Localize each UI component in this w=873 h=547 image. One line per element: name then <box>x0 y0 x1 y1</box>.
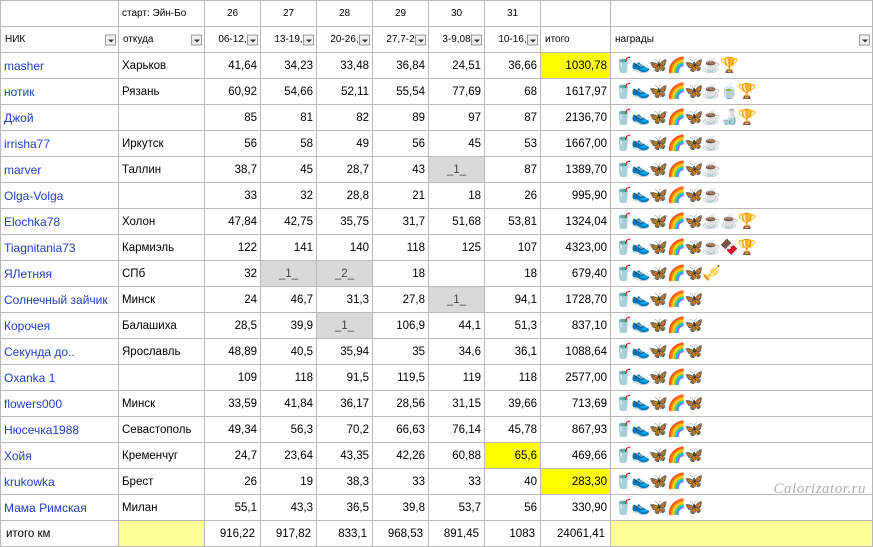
header-top-blank-awards <box>611 1 873 27</box>
cell-awards: 🥤👟🦋🌈🦋 <box>611 443 873 469</box>
cell-week-4: 118 <box>373 235 429 261</box>
cell-week-3: 28,8 <box>317 183 373 209</box>
column-header-date-3-label: 20-26, <box>330 34 359 45</box>
totals-row <box>1 521 873 547</box>
chevron-down-icon[interactable] <box>247 34 258 45</box>
cell-week-6: 18 <box>485 261 541 287</box>
cell-from: Холон <box>119 209 205 235</box>
cell-week-2: 40,5 <box>261 339 317 365</box>
cell-week-6: 36,1 <box>485 339 541 365</box>
cell-week-5: _1_ <box>429 157 485 183</box>
cell-week-3: 43,35 <box>317 443 373 469</box>
header-day-27: 27 <box>261 1 317 27</box>
cell-week-2: 39,9 <box>261 313 317 339</box>
header-top-row <box>1 1 873 27</box>
cell-week-2: 34,23 <box>261 53 317 79</box>
cell-week-6: 107 <box>485 235 541 261</box>
cell-week-6: 56 <box>485 495 541 521</box>
cell-awards: 🥤👟🦋🌈🦋☕☕🏆 <box>611 209 873 235</box>
table-row <box>1 469 873 495</box>
table-footer <box>1 521 873 547</box>
table-row <box>1 53 873 79</box>
cell-week-5: 77,69 <box>429 79 485 105</box>
watermark: Calorizator.ru <box>773 481 866 497</box>
cell-from: СПб <box>119 261 205 287</box>
column-header-total-label: итого <box>545 34 570 45</box>
cell-week-5: 53,7 <box>429 495 485 521</box>
column-header-date-3[interactable] <box>317 27 373 53</box>
cell-week-6: 39,66 <box>485 391 541 417</box>
cell-week-1: 32 <box>205 261 261 287</box>
header-day-28: 28 <box>317 1 373 27</box>
cell-week-2: 32 <box>261 183 317 209</box>
table-row <box>1 313 873 339</box>
cell-week-1: 55,1 <box>205 495 261 521</box>
table-row <box>1 365 873 391</box>
cell-week-2: 42,75 <box>261 209 317 235</box>
cell-nick[interactable]: ЯЛетняя <box>1 261 119 287</box>
column-header-from-label: откуда <box>123 34 154 45</box>
column-header-awards[interactable] <box>611 27 873 53</box>
header-top-blank-total <box>541 1 611 27</box>
table-row <box>1 157 873 183</box>
cell-total: 1324,04 <box>541 209 611 235</box>
cell-week-4: 56 <box>373 131 429 157</box>
table-header <box>1 1 873 53</box>
cell-awards: 🥤👟🦋🌈🦋 <box>611 391 873 417</box>
chevron-down-icon[interactable] <box>359 34 370 45</box>
cell-week-6: 45,78 <box>485 417 541 443</box>
cell-from: Таллин <box>119 157 205 183</box>
column-header-nick[interactable] <box>1 27 119 53</box>
cell-week-6: 87 <box>485 157 541 183</box>
cell-week-3: _1_ <box>317 313 373 339</box>
cell-week-3: _2_ <box>317 261 373 287</box>
cell-week-3: 70,2 <box>317 417 373 443</box>
cell-total: 1667,00 <box>541 131 611 157</box>
cell-nick[interactable]: Хойя <box>1 443 119 469</box>
totals-date-1: 916,22 <box>205 521 261 547</box>
cell-week-1: 49,34 <box>205 417 261 443</box>
totals-label: итого км <box>1 521 119 547</box>
cell-week-4: 39,8 <box>373 495 429 521</box>
cell-from: Рязань <box>119 79 205 105</box>
header-day-29: 29 <box>373 1 429 27</box>
cell-week-1: 56 <box>205 131 261 157</box>
table-row <box>1 131 873 157</box>
cell-nick[interactable]: Нюсечка1988 <box>1 417 119 443</box>
column-header-nick-label: НИК <box>5 34 26 45</box>
cell-nick[interactable]: Tiagnitania73 <box>1 235 119 261</box>
table-row <box>1 183 873 209</box>
cell-awards: 🥤👟🦋🌈🦋☕ <box>611 157 873 183</box>
column-header-date-4[interactable] <box>373 27 429 53</box>
column-header-date-1[interactable] <box>205 27 261 53</box>
totals-grand: 24061,41 <box>541 521 611 547</box>
cell-week-2: 41,84 <box>261 391 317 417</box>
cell-nick[interactable]: Oxanka 1 <box>1 365 119 391</box>
cell-week-2: 141 <box>261 235 317 261</box>
cell-week-3: 31,3 <box>317 287 373 313</box>
cell-nick[interactable]: Elochka78 <box>1 209 119 235</box>
totals-date-4: 968,53 <box>373 521 429 547</box>
cell-week-3: 36,5 <box>317 495 373 521</box>
cell-from: Иркутск <box>119 131 205 157</box>
cell-from: Минск <box>119 287 205 313</box>
cell-awards: 🥤👟🦋🌈🦋 <box>611 495 873 521</box>
cell-week-5: 119 <box>429 365 485 391</box>
totals-awards <box>611 521 873 547</box>
cell-from: Минск <box>119 391 205 417</box>
cell-total: 679,40 <box>541 261 611 287</box>
cell-nick[interactable]: Солнечный зайчик <box>1 287 119 313</box>
cell-awards: 🥤👟🦋🌈🦋 <box>611 417 873 443</box>
cell-week-4: 66,63 <box>373 417 429 443</box>
cell-week-1: 24 <box>205 287 261 313</box>
cell-awards: 🥤👟🦋🌈🦋 <box>611 365 873 391</box>
header-day-31: 31 <box>485 1 541 27</box>
table-row <box>1 79 873 105</box>
table-row <box>1 495 873 521</box>
chevron-down-icon[interactable] <box>859 34 870 45</box>
cell-nick[interactable]: Olga-Volga <box>1 183 119 209</box>
cell-total: 1030,78 <box>541 53 611 79</box>
cell-week-2: 118 <box>261 365 317 391</box>
cell-week-4: 27,8 <box>373 287 429 313</box>
cell-week-4: 89 <box>373 105 429 131</box>
cell-from <box>119 183 205 209</box>
cell-week-4: 55,54 <box>373 79 429 105</box>
cell-from: Кременчуг <box>119 443 205 469</box>
cell-week-4: 35 <box>373 339 429 365</box>
cell-nick[interactable]: Секунда до.. <box>1 339 119 365</box>
cell-awards: 🥤👟🦋🌈🦋 <box>611 469 873 495</box>
cell-from: Брест <box>119 469 205 495</box>
cell-from: Балашиха <box>119 313 205 339</box>
header-day-30: 30 <box>429 1 485 27</box>
cell-week-6: 94,1 <box>485 287 541 313</box>
cell-nick[interactable]: нотик <box>1 79 119 105</box>
cell-week-1: 48,89 <box>205 339 261 365</box>
cell-week-2: 46,7 <box>261 287 317 313</box>
cell-week-2: 58 <box>261 131 317 157</box>
column-header-date-2-label: 13-19, <box>274 34 303 45</box>
cell-nick[interactable]: irrisha77 <box>1 131 119 157</box>
cell-week-2: 23,64 <box>261 443 317 469</box>
table-row <box>1 235 873 261</box>
cell-week-6: 53 <box>485 131 541 157</box>
cell-week-5: 34,6 <box>429 339 485 365</box>
cell-week-1: 47,84 <box>205 209 261 235</box>
cell-week-3: 82 <box>317 105 373 131</box>
cell-week-4: 21 <box>373 183 429 209</box>
header-day-26: 26 <box>205 1 261 27</box>
cell-week-6: 26 <box>485 183 541 209</box>
cell-awards: 🥤👟🦋🌈🦋☕🍫🏆 <box>611 235 873 261</box>
table-row <box>1 261 873 287</box>
cell-awards: 🥤👟🦋🌈🦋 <box>611 339 873 365</box>
cell-total: 1617,97 <box>541 79 611 105</box>
cell-week-4: 43 <box>373 157 429 183</box>
cell-week-1: 26 <box>205 469 261 495</box>
column-header-date-5-label: 3-9,08 <box>442 34 471 45</box>
chevron-down-icon[interactable] <box>303 34 314 45</box>
cell-week-6: 36,66 <box>485 53 541 79</box>
cell-week-4: 106,9 <box>373 313 429 339</box>
cell-nick[interactable]: masher <box>1 53 119 79</box>
cell-nick[interactable]: flowers000 <box>1 391 119 417</box>
table-row <box>1 105 873 131</box>
cell-from: Кармиэль <box>119 235 205 261</box>
table-row <box>1 339 873 365</box>
cell-week-1: 85 <box>205 105 261 131</box>
cell-week-1: 122 <box>205 235 261 261</box>
cell-week-4: 119,5 <box>373 365 429 391</box>
cell-week-3: 28,7 <box>317 157 373 183</box>
cell-week-2: 43,3 <box>261 495 317 521</box>
chevron-down-icon[interactable] <box>471 34 482 45</box>
column-header-date-2[interactable] <box>261 27 317 53</box>
cell-week-1: 28,5 <box>205 313 261 339</box>
cell-from: Ярославль <box>119 339 205 365</box>
cell-awards: 🥤👟🦋🌈🦋 <box>611 287 873 313</box>
cell-from: Харьков <box>119 53 205 79</box>
cell-week-2: 81 <box>261 105 317 131</box>
cell-week-3: 52,11 <box>317 79 373 105</box>
cell-awards: 🥤👟🦋🌈🦋☕🏆 <box>611 53 873 79</box>
cell-week-4: 31,7 <box>373 209 429 235</box>
cell-week-4: 28,56 <box>373 391 429 417</box>
cell-week-1: 38,7 <box>205 157 261 183</box>
table-row <box>1 443 873 469</box>
cell-total: 330,90 <box>541 495 611 521</box>
cell-week-2: 54,66 <box>261 79 317 105</box>
table-row <box>1 209 873 235</box>
chevron-down-icon[interactable] <box>105 34 116 45</box>
cell-total: 1389,70 <box>541 157 611 183</box>
cell-week-5: 60,88 <box>429 443 485 469</box>
totals-from <box>119 521 205 547</box>
cell-week-5: 24,51 <box>429 53 485 79</box>
cell-total: 283,30 <box>541 469 611 495</box>
cell-week-3: 38,3 <box>317 469 373 495</box>
cell-week-5: 97 <box>429 105 485 131</box>
cell-week-2: 56,3 <box>261 417 317 443</box>
totals-date-6: 1083 <box>485 521 541 547</box>
cell-week-5: 45 <box>429 131 485 157</box>
cell-week-5: 31,15 <box>429 391 485 417</box>
header-start-note: старт: Эйн-Бо <box>119 1 205 27</box>
cell-week-2: 45 <box>261 157 317 183</box>
cell-week-1: 33 <box>205 183 261 209</box>
cell-week-6: 87 <box>485 105 541 131</box>
column-header-date-4-label: 27,7-2 <box>386 34 415 45</box>
cell-nick[interactable]: Корочея <box>1 313 119 339</box>
table-body <box>1 53 873 521</box>
cell-from: Севастополь <box>119 417 205 443</box>
cell-week-3: 140 <box>317 235 373 261</box>
column-header-date-1-label: 06-12, <box>218 34 247 45</box>
chevron-down-icon[interactable] <box>191 34 202 45</box>
cell-week-5 <box>429 261 485 287</box>
column-header-total[interactable] <box>541 27 611 53</box>
chevron-down-icon[interactable] <box>415 34 426 45</box>
column-header-date-6-label: 10-16, <box>498 34 527 45</box>
cell-week-3: 33,48 <box>317 53 373 79</box>
cell-week-4: 42,26 <box>373 443 429 469</box>
cell-week-3: 49 <box>317 131 373 157</box>
table-row <box>1 391 873 417</box>
cell-week-1: 24,7 <box>205 443 261 469</box>
cell-week-4: 33 <box>373 469 429 495</box>
cell-nick[interactable]: marver <box>1 157 119 183</box>
cell-total: 713,69 <box>541 391 611 417</box>
totals-date-5: 891,45 <box>429 521 485 547</box>
column-header-awards-label: награды <box>615 34 654 45</box>
totals-date-3: 833,1 <box>317 521 373 547</box>
cell-awards: 🥤👟🦋🌈🦋☕ <box>611 131 873 157</box>
cell-total: 2577,00 <box>541 365 611 391</box>
cell-week-6: 53,81 <box>485 209 541 235</box>
column-header-from[interactable] <box>119 27 205 53</box>
cell-total: 469,66 <box>541 443 611 469</box>
cell-total: 1088,64 <box>541 339 611 365</box>
column-header-date-6[interactable] <box>485 27 541 53</box>
cell-nick[interactable]: krukowka <box>1 469 119 495</box>
cell-awards: 🥤👟🦋🌈🦋☕ <box>611 183 873 209</box>
cell-week-2: _1_ <box>261 261 317 287</box>
cell-week-2: 19 <box>261 469 317 495</box>
cell-week-1: 41,64 <box>205 53 261 79</box>
cell-week-5: 44,1 <box>429 313 485 339</box>
cell-awards: 🥤👟🦋🌈🦋🎺 <box>611 261 873 287</box>
cell-awards: 🥤👟🦋🌈🦋☕🍶🏆 <box>611 105 873 131</box>
cell-week-1: 33,59 <box>205 391 261 417</box>
header-main-row <box>1 27 873 53</box>
cell-from <box>119 105 205 131</box>
table-row <box>1 287 873 313</box>
cell-week-6: 65,6 <box>485 443 541 469</box>
cell-total: 2136,70 <box>541 105 611 131</box>
column-header-date-5[interactable] <box>429 27 485 53</box>
cell-nick[interactable]: Мама Римская <box>1 495 119 521</box>
cell-total: 995,90 <box>541 183 611 209</box>
cell-from: Милан <box>119 495 205 521</box>
table-row <box>1 417 873 443</box>
cell-from <box>119 365 205 391</box>
cell-week-5: _1_ <box>429 287 485 313</box>
cell-week-6: 68 <box>485 79 541 105</box>
cell-awards: 🥤👟🦋🌈🦋 <box>611 313 873 339</box>
cell-week-6: 118 <box>485 365 541 391</box>
header-top-blank-nick <box>1 1 119 27</box>
cell-week-4: 18 <box>373 261 429 287</box>
cell-total: 4323,00 <box>541 235 611 261</box>
cell-week-3: 91,5 <box>317 365 373 391</box>
cell-week-6: 40 <box>485 469 541 495</box>
cell-total: 837,10 <box>541 313 611 339</box>
cell-week-6: 51,3 <box>485 313 541 339</box>
cell-week-3: 36,17 <box>317 391 373 417</box>
cell-week-5: 125 <box>429 235 485 261</box>
totals-date-2: 917,82 <box>261 521 317 547</box>
cell-week-3: 35,94 <box>317 339 373 365</box>
cell-nick[interactable]: Джой <box>1 105 119 131</box>
cell-total: 867,93 <box>541 417 611 443</box>
cell-week-5: 33 <box>429 469 485 495</box>
cell-week-1: 109 <box>205 365 261 391</box>
cell-week-5: 51,68 <box>429 209 485 235</box>
chevron-down-icon[interactable] <box>527 34 538 45</box>
cell-week-1: 60,92 <box>205 79 261 105</box>
cell-week-3: 35,75 <box>317 209 373 235</box>
cell-week-5: 18 <box>429 183 485 209</box>
cell-awards: 🥤👟🦋🌈🦋☕🍵🏆 <box>611 79 873 105</box>
cell-total: 1728,70 <box>541 287 611 313</box>
cell-week-4: 36,84 <box>373 53 429 79</box>
cell-week-5: 76,14 <box>429 417 485 443</box>
